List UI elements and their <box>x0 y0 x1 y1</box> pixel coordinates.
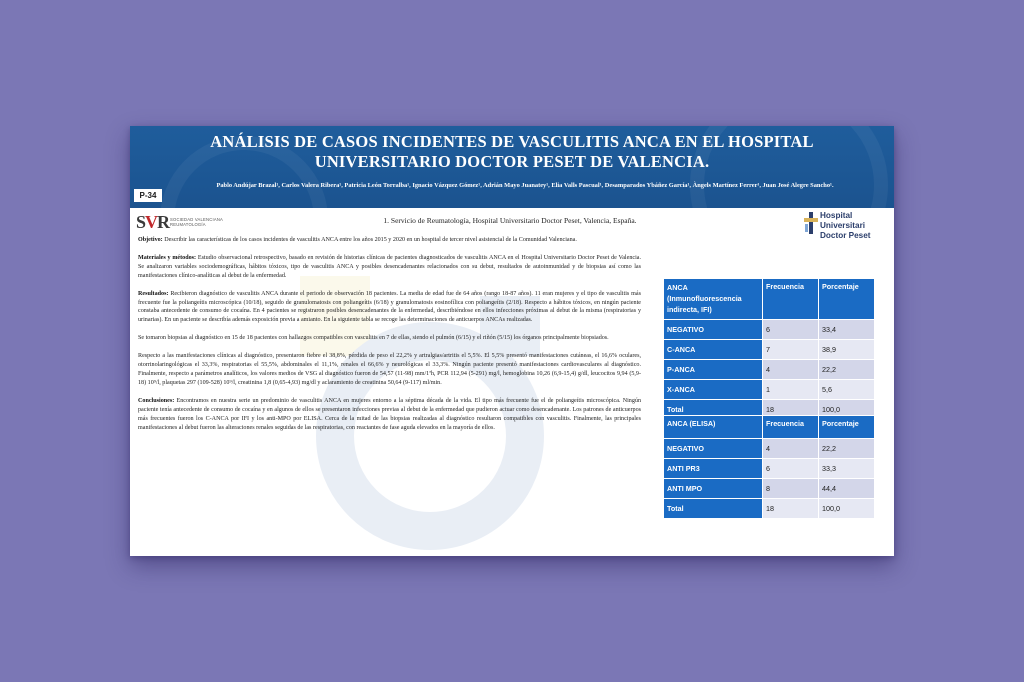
table-header-row <box>664 279 875 320</box>
table-cell: 18 <box>763 400 819 420</box>
table-header-cell: Frecuencia <box>763 279 819 320</box>
table-header-cell: ANCA (ELISA) <box>664 416 763 439</box>
table-header-row <box>664 416 875 439</box>
table-cell: 22,2 <box>819 360 875 380</box>
table-cell: C-ANCA <box>664 340 763 360</box>
title-line-2: UNIVERSITARIO DOCTOR PESET DE VALENCIA. <box>314 152 710 171</box>
objetivo-paragraph: Objetivo: Describir las características de los casos incidentes de vasculitis ANCA entre los años 2015 y 2020 en un hospital de tercer nivel asistencial de la Comunidad Valenciana. <box>138 237 577 243</box>
table-row <box>664 320 875 340</box>
table-row <box>664 360 875 380</box>
anca-elisa-table <box>663 415 875 519</box>
hospital-cross-icon <box>804 212 818 234</box>
table-cell: 6 <box>763 459 819 479</box>
table-cell: 38,9 <box>819 340 875 360</box>
table-row <box>664 380 875 400</box>
table-cell: Total <box>664 400 763 420</box>
poster-header <box>130 126 894 208</box>
anca-ifi-table <box>663 278 875 420</box>
table-row <box>664 479 875 499</box>
table-cell: 22,2 <box>819 439 875 459</box>
table-cell: 100,0 <box>819 499 875 519</box>
table-cell: 8 <box>763 479 819 499</box>
table-row <box>664 439 875 459</box>
table-cell: 1 <box>763 380 819 400</box>
table-cell: NEGATIVO <box>664 320 763 340</box>
table-row <box>664 499 875 519</box>
poster-title <box>130 132 894 172</box>
table-cell: 18 <box>763 499 819 519</box>
author-list: Pablo Andújar Brazal¹, Carlos Valera Ribera¹, Patricia León Torralba¹, Ignacio Vázquez Gómez¹, Adrián Mayo Juanatey¹, Elia Valls Pascual¹, Desamparados Ybáñez García¹, Àngels Martínez Ferrer¹, Juan José Alegre Sancho¹. <box>216 182 834 189</box>
biopsias-paragraph: Se tomaron biopsias al diagnóstico en 15 de 18 pacientes con hallazgos compatibles con vasculitis en 7 de ellas, siendo el pulmón (6/15) y el riñón (5/15) los órganos principalmente biopsiados. <box>138 335 609 342</box>
clinica-paragraph: Respecto a las manifestaciones clínicas al diagnóstico, presentaron fiebre el 38,8%, pérdida de peso el 22,2% y artralgias/artritis el 5,5%. El 5,5% presentó manifestaciones cutáneas, el 16,6% oculares, otorrinolaringológicas el 33,3%, respiratorias el 55,5%, abdominales el 11,1%, renales el 66,6% y neurológicas el 33,3%. Ningún paciente presentó manifestaciones cardiovasculares al diagnóstico. Finalmente, respecto a parámetros analíticos, los valores medios de VSG al diagnóstico fueron de 54,57 (11-98) mm/1ªh, PCR 112,94 (5-291) mg/l, hemoglobina 10,26 (6,9-15,4) g/dl, leucocitos 9,94 (5,9-18) 10⁹/l, plaquetas 297 (109-528) 10⁹/l, creatinina 1,8 (0,65-4,93) mg/dl y aclaramiento de creatinina 50,64 (9-117) ml/min. <box>138 353 641 386</box>
affiliation: 1. Servicio de Reumatología, Hospital Universitario Doctor Peset, Valencia, España. <box>383 216 637 225</box>
table-header-cell: Porcentaje <box>819 279 875 320</box>
hospital-name: Hospital Universitari Doctor Peset <box>820 211 871 240</box>
table-cell: P-ANCA <box>664 360 763 380</box>
table-cell: 33,4 <box>819 320 875 340</box>
table-cell: ANTI PR3 <box>664 459 763 479</box>
table-cell: 5,6 <box>819 380 875 400</box>
table-cell: 44,4 <box>819 479 875 499</box>
table-cell: 33,3 <box>819 459 875 479</box>
table-cell: 100,0 <box>819 400 875 420</box>
table-header-cell: Frecuencia <box>763 416 819 439</box>
title-line-1: ANÁLISIS DE CASOS INCIDENTES DE VASCULITIS ANCA EN EL HOSPITAL <box>210 132 814 151</box>
table-cell: Total <box>664 499 763 519</box>
svr-logo-text: SOCIEDAD VALENCIANA REUMATOLOGÍA <box>170 217 224 227</box>
poster <box>130 126 894 556</box>
resultados-paragraph: Resultados: Recibieron diagnóstico de vasculitis ANCA durante el periodo de observación 18 pacientes. La media de edad fue de 64 años (rango 18-87 años). 11 eran mujeres y el tipo de vasculitis más frecuente fue la poliangeítis microscópica (10/18), seguido de granulomatosis con poliangeítis (6/18) y granulomatosis eosinofílica con poliangeítis (2/18). Respecto a hábitos tóxicos, en ningún paciente constaba antecedente de consumo de cocaína. En 4 pacientes se registraron posibles desencadenantes de la enfermedad, describiéndose en ellos infecciones próximas al debut de la misma (respiratorias y urinarias). En un paciente se describía además exposición previa a amianto. En la siguiente tabla se recoge las determinaciones de anticuerpos ANCAs realizadas. <box>138 290 641 324</box>
table-cell: 4 <box>763 439 819 459</box>
table-row <box>664 459 875 479</box>
svr-logo-mark: SVR <box>136 212 170 232</box>
table-header-cell: ANCA (Inmunofluorescencia indirecta, IFI) <box>664 279 763 320</box>
svr-logo <box>136 212 246 234</box>
table-cell: 6 <box>763 320 819 340</box>
table-cell: 4 <box>763 360 819 380</box>
table-row <box>664 340 875 360</box>
abstract-body <box>138 236 641 441</box>
conclusiones-paragraph: Conclusiones: Encontramos en nuestra serie un predominio de vasculitis ANCA en mujeres entorno a la séptima década de la vida. El tipo más frecuente fue el de poliangeítis microscópica. Ningún paciente tenía antecedente de consumo de cocaína y en algunos de ellos se presentaron infecciones previas al debut de la enfermedad que pudieron actuar como desencadenante. Los patrones de anticuerpos más frecuentes fueron los C-ANCA por IFI y los anti-MPO por ELISA. Cerca de la mitad de las biopsias realizadas al diagnóstico resultaron compatibles con vasculitis. Finalmente, las principales manifestaciones al debut fueron las alteraciones renales seguidas de las respiratorias, con reactantes de fase aguda elevados en la mayoría de ellos. <box>138 397 641 431</box>
table-header-cell: Porcentaje <box>819 416 875 439</box>
poster-id-badge: P-34 <box>134 189 162 202</box>
table-cell: NEGATIVO <box>664 439 763 459</box>
hospital-logo <box>802 210 894 238</box>
table-cell: ANTI MPO <box>664 479 763 499</box>
table-cell: 7 <box>763 340 819 360</box>
table-cell: X-ANCA <box>664 380 763 400</box>
materiales-paragraph: Materiales y métodos: Estudio observacional retrospectivo, basado en revisión de historias clínicas de pacientes diagnosticados de vasculitis ANCA en el Hospital Universitario Doctor Peset de Valencia. Se analizaron variables sociodemográficas, hábitos tóxicos, tipo de vasculitis ANCA y posibles desencadenantes relacionados con su debut, resultados de autoinmunidad y de biopsias así como las manifestaciones clínico-analíticas al debut de la enfermedad. <box>138 254 642 279</box>
